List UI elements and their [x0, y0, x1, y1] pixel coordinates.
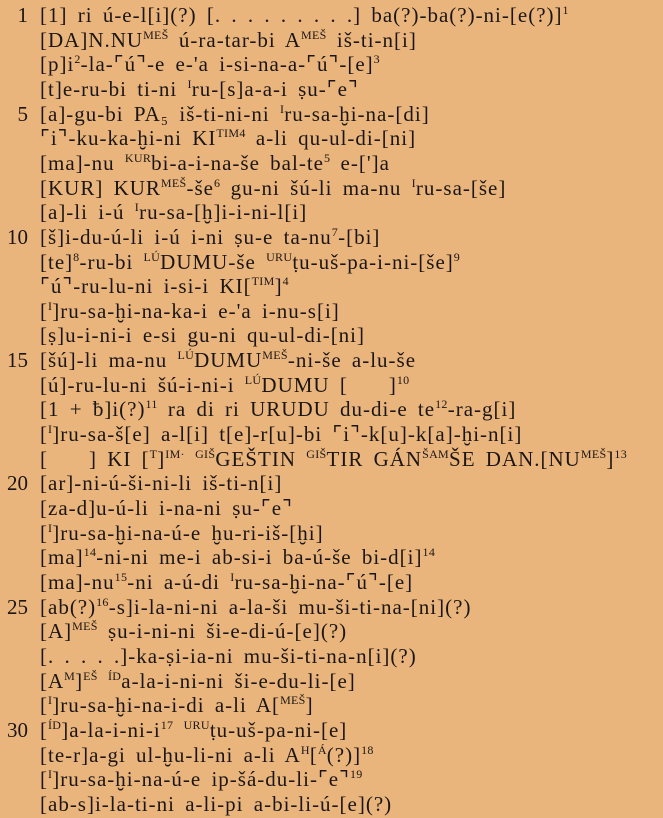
- text-segment: ra di ri URUDU du-di-e te: [157, 397, 436, 422]
- text-segment: [a]-gu-bi PA₅ iš-ti-ni-ni: [40, 101, 280, 126]
- text-segment: [: [40, 693, 48, 718]
- line-text: [40, 77, 359, 102]
- text-line: [0, 570, 663, 595]
- text-line: [0, 693, 663, 718]
- text-segment: [ab(?): [40, 594, 97, 619]
- line-text: [40, 619, 347, 644]
- superscript-marker: ÍD: [108, 668, 122, 683]
- text-line: [0, 743, 663, 768]
- superscript-marker: URU: [183, 717, 210, 732]
- superscript-marker: Á: [317, 742, 327, 757]
- line-text: [40, 669, 356, 694]
- text-segment: [za-d]u-ú-li i-na-ni ṣu-⌜e⌝: [40, 496, 293, 520]
- line-text: [40, 422, 522, 447]
- text-segment: [ma]-nu: [40, 150, 125, 175]
- superscript-marker: I: [48, 693, 53, 708]
- text-line: [0, 3, 663, 28]
- text-line: [0, 151, 663, 176]
- text-segment: a-li qu-ul-di-[ni]: [245, 126, 417, 151]
- text-segment: bi-a-i-na-še bal-te: [151, 150, 324, 175]
- text-segment: ⌜ú⌝-ru-lu-ni i-si-i KI[: [40, 274, 252, 299]
- text-line: [0, 373, 663, 398]
- superscript-marker: MEŠ: [580, 446, 607, 461]
- text-line: [0, 447, 663, 472]
- text-line: [0, 323, 663, 348]
- superscript-marker: 17: [160, 717, 174, 732]
- text-segment: ]: [75, 668, 84, 693]
- text-segment: [185, 447, 195, 471]
- text-segment: [ ] KI [: [40, 446, 150, 471]
- superscript-marker: LÚ: [177, 348, 195, 363]
- text-segment: ru-[s]a-a-i ṣu-⌜e⌝: [191, 76, 359, 101]
- text-segment: [š]i-du-ú-li i-ú i-ni ṣu-e ta-nu: [40, 224, 332, 249]
- superscript-marker: 5: [323, 150, 331, 165]
- line-text: [40, 274, 289, 299]
- text-segment: ru-sa-[še]: [415, 175, 507, 200]
- text-line: [0, 644, 663, 669]
- text-segment: [1 + ƀ]i(?): [40, 397, 146, 422]
- superscript-marker: I: [48, 520, 53, 535]
- text-segment: ]: [305, 693, 314, 718]
- superscript-marker: LÚ: [244, 372, 262, 387]
- text-line: [0, 52, 663, 77]
- superscript-marker: 8: [73, 249, 80, 264]
- line-text: [40, 200, 307, 225]
- line-number: 1: [17, 3, 28, 27]
- text-segment: a-la-i-ni-ni ši-e-du-li-[e]: [121, 668, 356, 693]
- superscript-marker: MEŠ: [280, 693, 306, 708]
- superscript-marker: 3: [373, 52, 380, 67]
- text-segment: -ni-ni me-i ab-si-i ba-ú-še bi-d[i]: [96, 545, 423, 570]
- text-segment: -ru-bi: [79, 249, 144, 274]
- text-line: [0, 669, 663, 694]
- superscript-marker: 18: [361, 742, 374, 757]
- text-segment: ru-sa-[ḫ]i-i-ni-l[i]: [139, 200, 308, 225]
- superscript-marker: ŠAM: [422, 446, 450, 461]
- text-segment: [t]e-ru-bi ti-ni: [40, 76, 188, 101]
- superscript-marker: M: [64, 668, 76, 683]
- text-segment: ]ru-sa-š[e] a-l[i] t[e]-r[u]-bi ⌜i⌝-k[u]-k[a]-ḫi-n[i]: [52, 422, 523, 447]
- line-number: 5: [17, 101, 28, 126]
- superscript-marker: 14: [422, 545, 436, 560]
- line-text: [40, 176, 506, 201]
- superscript-marker: 4: [282, 274, 289, 289]
- superscript-marker: IM·: [165, 446, 185, 461]
- text-segment: [. . . . .]-ka-ṣi-ia-ni mu-ši-ti-na-n[i](?): [40, 643, 417, 668]
- text-line: [0, 718, 663, 743]
- text-segment: DUMU [ ]: [261, 372, 397, 397]
- text-line: [0, 496, 663, 521]
- text-segment: GEŠTIN: [215, 446, 307, 471]
- line-text: [40, 644, 417, 669]
- line-text: [40, 126, 416, 151]
- superscript-marker: I: [48, 422, 53, 437]
- superscript-marker: 15: [114, 569, 128, 584]
- text-segment: [A: [40, 668, 65, 693]
- line-text: [40, 250, 460, 275]
- superscript-marker: 2: [74, 52, 81, 67]
- superscript-marker: 1: [562, 3, 569, 17]
- text-segment: ru-sa-ḫi-na-[di]: [284, 101, 430, 126]
- line-text: [40, 718, 347, 743]
- text-segment: [KUR] KUR: [40, 175, 161, 200]
- text-segment: -še: [186, 175, 214, 200]
- line-text: [40, 225, 380, 250]
- text-segment: [: [309, 742, 318, 767]
- text-line: [0, 102, 663, 127]
- text-segment: [ma]: [40, 545, 84, 570]
- line-text: [40, 595, 471, 620]
- text-segment: ú-ra-tar-bi A: [168, 27, 302, 52]
- superscript-marker: MEŠ: [160, 175, 187, 190]
- line-number: 30: [7, 717, 28, 742]
- text-line: [0, 126, 663, 151]
- text-segment: e-[']a: [330, 150, 390, 175]
- superscript-marker: I: [134, 200, 140, 215]
- superscript-marker: H: [300, 742, 310, 757]
- superscript-marker: 11: [145, 397, 158, 412]
- line-text: [40, 52, 380, 77]
- text-segment: [1] ri ú-e-l[i](?) [. . . . . . . . .] ba(?)-ba(?)-ni-[e(?)]: [40, 3, 563, 27]
- line-text: [40, 693, 314, 718]
- superscript-marker: 14: [83, 545, 97, 560]
- text-segment: -la-⌜ú⌝-e e-'a i-si-na-a-⌜ú⌝-[e]: [80, 52, 374, 77]
- text-segment: [p]i: [40, 52, 75, 77]
- line-text: [40, 570, 413, 595]
- text-line: [0, 77, 663, 102]
- line-text: [40, 792, 392, 817]
- superscript-marker: 9: [453, 249, 461, 264]
- text-line: [0, 176, 663, 201]
- superscript-marker: TIM: [251, 274, 275, 289]
- text-segment: ṭu-uš-pa-ni-[e]: [209, 717, 348, 742]
- text-segment: [: [40, 520, 48, 545]
- superscript-marker: URU: [266, 249, 293, 264]
- text-line: [0, 521, 663, 546]
- text-segment: ]ru-sa-ḫi-na-ú-e ip-šá-du-li-⌜e⌝: [52, 767, 350, 792]
- line-text: [40, 447, 627, 472]
- line-number: 25: [7, 594, 28, 619]
- text-segment: ru-sa-ḫi-na-⌜ú⌝-[e]: [234, 569, 414, 594]
- text-line: [0, 619, 663, 644]
- text-segment: [DA]N.NU: [40, 27, 144, 52]
- line-text: [40, 299, 340, 324]
- line-text: [40, 767, 363, 792]
- superscript-marker: 4: [239, 126, 246, 141]
- text-line: [0, 471, 663, 496]
- line-text: [40, 373, 409, 398]
- text-segment: [: [40, 767, 48, 792]
- line-text: [40, 521, 324, 546]
- superscript-marker: I: [279, 101, 285, 116]
- text-segment: [173, 718, 183, 742]
- text-segment: [ma]-nu: [40, 569, 115, 594]
- line-number: 15: [7, 348, 28, 373]
- line-text: [40, 348, 416, 373]
- superscript-marker: MEŠ: [262, 348, 288, 363]
- superscript-marker: I: [230, 569, 235, 584]
- text-segment: -s]i-la-ni-ni a-la-ši mu-ši-ti-na-[ni](?): [108, 594, 472, 619]
- superscript-marker: I: [48, 767, 53, 782]
- superscript-marker: GIŠ: [306, 446, 327, 461]
- line-text: [40, 545, 435, 570]
- text-segment: [A]: [40, 619, 73, 644]
- text-line: [0, 792, 663, 817]
- superscript-marker: T: [149, 446, 158, 461]
- text-segment: ]: [157, 446, 166, 471]
- text-line: [0, 250, 663, 275]
- text-segment: -ni a-ú-di: [127, 569, 231, 594]
- superscript-marker: MEŠ: [143, 27, 169, 42]
- line-text: [40, 151, 390, 176]
- superscript-marker: I: [48, 298, 53, 313]
- superscript-marker: KUR: [124, 150, 152, 165]
- line-text: [40, 3, 569, 28]
- text-segment: (?)]: [326, 742, 362, 767]
- text-line: [0, 348, 663, 373]
- line-text: [40, 397, 516, 422]
- text-line: [0, 767, 663, 792]
- text-segment: ṣu-i-ni-ni ši-e-di-ú-[e](?): [97, 619, 348, 644]
- superscript-marker: 12: [435, 397, 448, 412]
- superscript-marker: 16: [96, 594, 109, 609]
- text-segment: -ra-g[i]: [447, 397, 517, 422]
- superscript-marker: MEŠ: [72, 619, 98, 634]
- text-segment: [ar]-ni-ú-ši-ni-li iš-ti-n[i]: [40, 471, 283, 496]
- text-segment: ]ru-sa-ḫi-na-i-di a-li A[: [52, 693, 281, 718]
- text-segment: [te]: [40, 249, 74, 274]
- text-segment: [: [40, 422, 48, 447]
- text-segment: [: [40, 298, 48, 323]
- text-segment: [98, 669, 108, 693]
- text-segment: ŠE DAN.[NU: [449, 446, 581, 471]
- text-segment: [ú]-ru-lu-ni šú-i-ni-i: [40, 372, 245, 397]
- text-line: [0, 397, 663, 422]
- line-text: [40, 102, 430, 127]
- text-segment: gu-ni šú-li ma-nu: [220, 175, 412, 200]
- text-segment: [te-r]a-gi ul-ḫu-li-ni a-li A: [40, 742, 301, 767]
- text-segment: iš-ti-n[i]: [326, 27, 417, 52]
- text-segment: ]ru-sa-ḫi-na-ka-i e-'a i-nu-s[i]: [52, 298, 340, 323]
- superscript-marker: 10: [396, 372, 410, 387]
- text-segment: [šú]-li ma-nu: [40, 348, 178, 373]
- text-segment: ⌜i⌝-ku-ka-ḫi-ni KI: [40, 126, 217, 151]
- text-segment: ]a-la-i-ni-i: [61, 717, 161, 742]
- text-line: [0, 545, 663, 570]
- line-text: [40, 496, 293, 521]
- text-segment: DUMU-še: [160, 249, 267, 274]
- text-line: [0, 299, 663, 324]
- text-segment: [: [40, 717, 48, 742]
- superscript-marker: GIŠ: [195, 446, 216, 461]
- text-line: [0, 422, 663, 447]
- superscript-marker: MEŠ: [301, 27, 327, 42]
- text-segment: ]: [274, 274, 283, 299]
- line-number: 20: [7, 471, 28, 496]
- text-segment: DUMU: [194, 348, 263, 373]
- text-segment: -ni-še a-lu-še: [287, 348, 417, 373]
- superscript-marker: I: [187, 76, 192, 91]
- text-segment: TIR GÁN: [326, 446, 423, 471]
- text-line: [0, 274, 663, 299]
- superscript-marker: 7: [331, 224, 339, 239]
- text-segment: [a]-li i-ú: [40, 200, 135, 225]
- line-number: 10: [7, 224, 28, 249]
- text-line: [0, 28, 663, 53]
- superscript-marker: EŠ: [83, 668, 98, 683]
- superscript-marker: 13: [614, 446, 628, 461]
- text-segment: [ab-s]i-la-ti-ni a-li-pi a-bi-li-ú-[e](?): [40, 791, 393, 816]
- text-segment: ]: [606, 446, 615, 471]
- text-segment: ]ru-sa-ḫi-na-ú-e ḫu-ri-iš-[ḫi]: [52, 520, 324, 545]
- line-text: [40, 28, 417, 53]
- superscript-marker: LÚ: [143, 249, 161, 264]
- text-line: [0, 595, 663, 620]
- text-line: [0, 225, 663, 250]
- superscript-marker: 6: [214, 175, 221, 190]
- superscript-marker: ÍD: [48, 717, 62, 732]
- line-text: [40, 743, 374, 768]
- line-text: [40, 471, 282, 496]
- text-line: [0, 200, 663, 225]
- superscript-marker: I: [411, 175, 416, 190]
- text-segment: -[bi]: [338, 224, 381, 249]
- line-text: [40, 323, 365, 348]
- superscript-marker: 19: [349, 767, 363, 782]
- text-segment: ṭu-uš-pa-i-ni-[še]: [292, 249, 454, 274]
- text-segment: [ṣ]u-i-ni-i e-si gu-ni qu-ul-di-[ni]: [40, 323, 366, 348]
- superscript-marker: TIM: [216, 126, 240, 141]
